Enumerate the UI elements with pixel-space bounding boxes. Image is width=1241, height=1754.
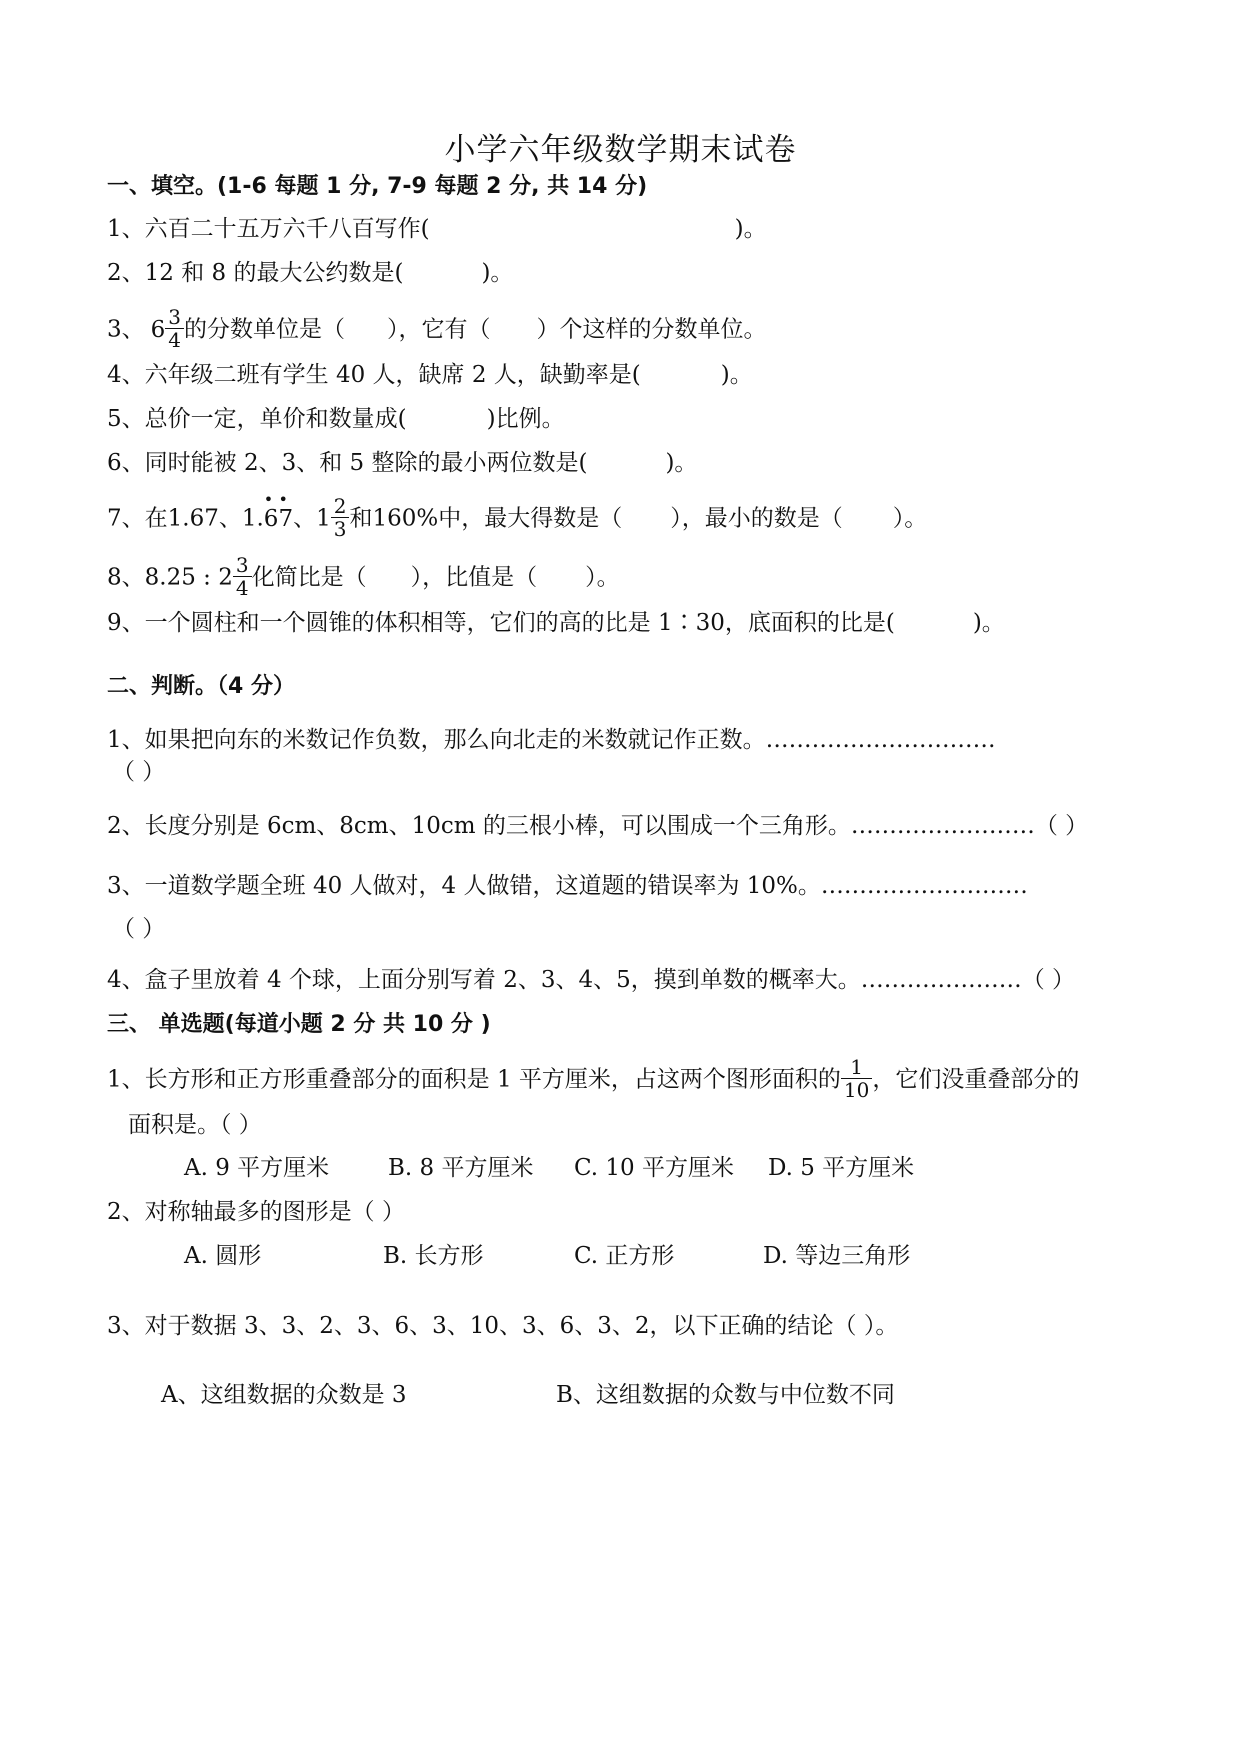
q7-rest: 和160%中，最大得数是（ <box>349 505 623 532</box>
q3-fraction <box>165 306 184 351</box>
q6-close: )。 <box>665 450 698 476</box>
q7-repeat-digit-2: 7 <box>278 505 294 532</box>
choice-1-option-a: A. 9 平方厘米 <box>184 1155 330 1181</box>
choice-1-option-d: D. 5 平方厘米 <box>768 1155 915 1181</box>
choice-1-option-b: B. 8 平方厘米 <box>388 1155 534 1181</box>
q7-close: ）。 <box>892 505 928 532</box>
q7-fraction <box>331 495 350 540</box>
fill-question-6 <box>107 448 697 478</box>
q7-sep: 、1 <box>293 505 331 532</box>
choice-2-option-a: A. 圆形 <box>184 1243 262 1269</box>
fill-question-3 <box>107 305 767 353</box>
choice-3-option-b: B、这组数据的众数与中位数不同 <box>556 1382 895 1408</box>
fill-question-5 <box>107 404 565 434</box>
c1-fraction-num: 1 <box>850 1055 863 1079</box>
q7-repeat-digit-1: 6 <box>263 505 279 532</box>
judge-question-4: 4、盒子里放着 4 个球，上面分别写着 2、3、4、5，摸到单数的概率大。…………………（ ） <box>107 967 1076 993</box>
judge-question-2: 2、长度分别是 6cm、8cm、10cm 的三根小棒，可以围成一个三角形。……………………（ ） <box>107 813 1089 839</box>
choice-2-option-b: B. 长方形 <box>383 1243 484 1269</box>
section2-heading: 二、判断。（4 分） <box>107 674 295 699</box>
q8-fraction <box>233 554 252 599</box>
q3-mid2: ），它有（ <box>387 316 491 343</box>
repeat-dot: • <box>278 489 288 509</box>
fill-question-8 <box>107 553 620 601</box>
q8-fraction-num: 3 <box>235 553 249 577</box>
q7-prefix: 7、在1.67、1. <box>107 505 264 532</box>
section1-heading: 一、填空。(1-6 每题 1 分, 7-9 每题 2 分, 共 14 分) <box>107 174 648 199</box>
q7-fraction-den: 3 <box>331 517 350 540</box>
q9-close: )。 <box>972 610 1005 636</box>
fill-question-2 <box>107 258 513 288</box>
repeat-dot: • <box>263 489 274 509</box>
q5-text: 5、总价一定，单价和数量成( <box>107 406 407 432</box>
c1-fraction-den: 10 <box>841 1078 872 1101</box>
q8-fraction-den: 4 <box>233 576 252 599</box>
q1-text: 1、六百二十五万六千八百写作( <box>107 216 430 242</box>
choice-2-option-d: D. 等边三角形 <box>763 1243 911 1269</box>
fill-question-9 <box>107 608 1005 638</box>
q2-text: 2、12 和 8 的最大公约数是( <box>107 260 404 286</box>
q5-close: )比例。 <box>486 406 565 432</box>
q7-fraction-num: 2 <box>333 494 347 518</box>
page-title: 小学六年级数学期末试卷 <box>444 132 797 168</box>
judge-answer-paren-3: （ ） <box>112 916 166 942</box>
fill-question-4 <box>107 360 753 390</box>
c1-rest: ，它们没重叠部分的 <box>872 1066 1080 1093</box>
q6-text: 6、同时能被 2、3、和 5 整除的最小两位数是( <box>107 450 588 476</box>
q4-close: )。 <box>720 362 753 388</box>
fill-question-7 <box>107 489 928 542</box>
choice-question-2: 2、对称轴最多的图形是（ ） <box>107 1199 405 1225</box>
choice-question-1 <box>107 1055 1080 1103</box>
q2-close: )。 <box>481 260 514 286</box>
q1-close: )。 <box>734 216 767 242</box>
q3-fraction-num: 3 <box>168 305 182 329</box>
q7-mid: ），最小的数是（ <box>670 505 843 532</box>
choice-question-3: 3、对于数据 3、3、2、3、6、3、10、3、6、3、2，以下正确的结论（ ）。 <box>107 1313 899 1339</box>
q3-mid: 的分数单位是（ <box>184 316 346 343</box>
judge-question-3: 3、一道数学题全班 40 人做对，4 人做错，这道题的错误率为 10%。……………………… <box>107 873 1028 899</box>
choice-1-option-c: C. 10 平方厘米 <box>574 1155 734 1181</box>
section3-heading: 三、 单选题(每道小题 2 分 共 10 分 ) <box>107 1012 491 1037</box>
q8-mid2: ），比值是（ <box>410 564 538 591</box>
c1-text: 1、长方形和正方形重叠部分的面积是 1 平方厘米，占这两个图形面积的 <box>107 1066 841 1093</box>
q9-text: 9、一个圆柱和一个圆锥的体积相等，它们的高的比是 1∶30，底面积的比是( <box>107 610 895 636</box>
fill-question-1 <box>107 214 767 244</box>
q4-text: 4、六年级二班有学生 40 人，缺席 2 人，缺勤率是( <box>107 362 641 388</box>
choice-2-option-c: C. 正方形 <box>574 1243 675 1269</box>
q3-fraction-den: 4 <box>165 328 184 351</box>
choice-question-1-line2: 面积是。（ ） <box>128 1112 262 1138</box>
q3-close: ）个这样的分数单位。 <box>536 316 767 343</box>
judge-question-1: 1、如果把向东的米数记作负数，那么向北走的米数就记作正数。………………………… <box>107 727 996 753</box>
q3-whole: 6 <box>150 316 166 343</box>
q8-prefix: 8、8.25 : 2 <box>107 564 233 591</box>
judge-answer-paren-1: （ ） <box>112 759 166 785</box>
q8-close: ）。 <box>585 564 620 591</box>
q8-mid: 化简比是（ <box>251 564 367 591</box>
choice-3-option-a: A、这组数据的众数是 3 <box>161 1382 407 1408</box>
c1-fraction <box>841 1056 872 1101</box>
q3-prefix: 3、 <box>107 316 145 343</box>
